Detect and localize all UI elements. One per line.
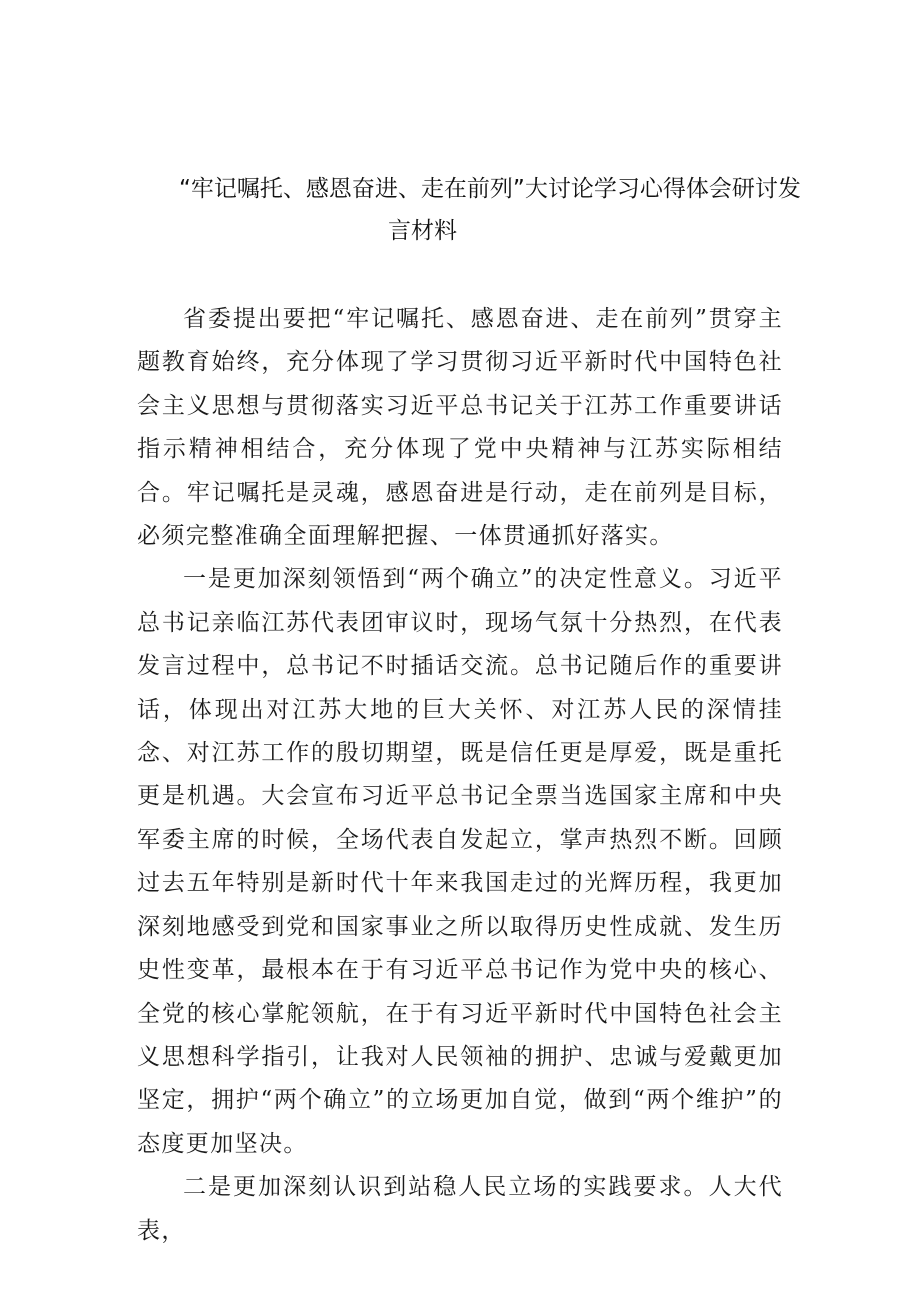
document-body [137,298,783,1253]
paragraph-point-one: 一是更加深刻领悟到“两个确立”的决定性意义。习近平总书记亲临江苏代表团审议时，现场气氛十分热烈，在代表发言过程中，总书记不时插话交流。总书记随后作的重要讲话，体现出对江苏大地的巨大关怀、对江苏人民的深情挂念、对江苏工作的殷切期望，既是信任更是厚爱，既是重托更是机遇。大会宣布习近平总书记全票当选国家主席和中央军委主席的时候，全场代表自发起立，掌声热烈不断。回顾过去五年特别是新时代十年来我国走过的光辉历程，我更加深刻地感受到党和国家事业之所以取得历史性成就、发生历史性变革，最根本在于有习近平总书记作为党中央的核心、全党的核心掌舵领航，在于有习近平新时代中国特色社会主义思想科学指引，让我对人民领袖的拥护、忠诚与爱戴更加坚定，拥护“两个确立”的立场更加自觉，做到“两个维护”的态度更加坚决。 [137,566,783,1157]
title-line-2: 言材料 [388,218,457,244]
document-title [135,168,801,252]
title-line-1: “牢记嘱托、感恩奋进、走在前列”大讨论学习心得体会研讨发 [179,176,801,202]
paragraph-intro: 省委提出要把“牢记嘱托、感恩奋进、走在前列”贯穿主题教育始终，充分体现了学习贯彻习近平新时代中国特色社会主义思想与贯彻落实习近平总书记关于江苏工作重要讲话指示精神相结合，充分体现了党中央精神与江苏实际相结合。牢记嘱托是灵魂，感恩奋进是行动，走在前列是目标，必须完整准确全面理解把握、一体贯通抓好落实。 [137,306,783,550]
paragraph-point-two: 二是更加深刻认识到站稳人民立场的实践要求。人大代表， [137,1174,783,1244]
